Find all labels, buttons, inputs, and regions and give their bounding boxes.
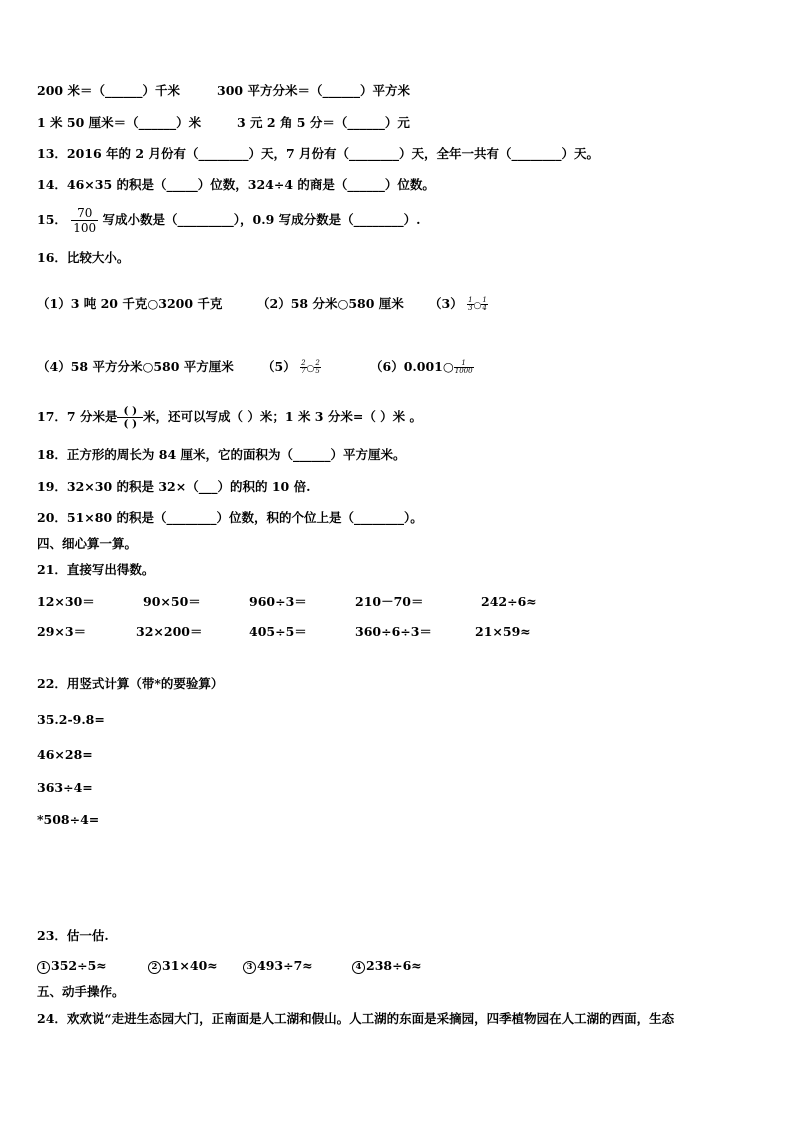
fraction-1-3: $\frac{1}{3}$ xyxy=(468,296,473,312)
section-5-heading: 五、动手操作。 xyxy=(37,984,125,999)
compare-2: （2）58 分米○580 厘米 xyxy=(257,296,404,311)
vertical-calc-2: 46×28= xyxy=(37,747,93,762)
compare-3: （3） $\frac{1}{3}$ ○ $\frac{1}{4}$ xyxy=(429,296,487,312)
line-1 xyxy=(37,83,180,99)
conversion-200m: 200 米＝（______）千米 xyxy=(37,83,180,98)
circled-number: 2 xyxy=(148,961,161,974)
estimate-1: 1 352÷5≈ xyxy=(37,958,107,974)
calc-2-3: 405÷5＝ xyxy=(249,624,307,639)
vertical-calc-3: 363÷4= xyxy=(37,780,93,795)
question-24: 24．欢欢说“走进生态园大门，正南面是人工湖和假山。人工湖的东面是采摘园，四季植物园在人工湖的西面，生态 xyxy=(37,1011,675,1026)
calc-2-5: 21×59≈ xyxy=(475,624,531,639)
question-19: 19．32×30 的积是 32×（___）的积的 10 倍. xyxy=(37,479,311,494)
compare-1: （1）3 吨 20 千克○3200 千克 xyxy=(37,296,223,311)
calc-1-3: 960÷3＝ xyxy=(249,594,307,609)
fraction-70-100 xyxy=(71,207,98,234)
circled-number: 1 xyxy=(37,961,50,974)
question-15-label: 15． xyxy=(37,212,67,227)
question-22: 22．用竖式计算（带*的要验算） xyxy=(37,676,224,691)
fraction-denominator: 100 xyxy=(73,221,97,235)
section-4-heading: 四、细心算一算。 xyxy=(37,536,138,551)
calc-1-1: 12×30＝ xyxy=(37,594,95,609)
fraction-2-7: $\frac{2}{7}$ xyxy=(301,359,306,375)
compare-6: （6）0.001○ $\frac{1}{1000}$ xyxy=(370,359,473,375)
compare-circle: ○ xyxy=(473,301,482,311)
calc-2-2: 32×200＝ xyxy=(136,624,203,639)
estimate-3: 3 493÷7≈ xyxy=(243,958,313,974)
question-18: 18．正方形的周长为 84 厘米，它的面积为（______）平方厘米。 xyxy=(37,447,406,462)
calc-1-2: 90×50＝ xyxy=(143,594,201,609)
calc-1-5: 242÷6≈ xyxy=(481,594,537,609)
fraction-1-4: $\frac{1}{4}$ xyxy=(482,296,487,312)
fraction-numerator: 70 xyxy=(71,207,98,221)
conversion-3yuan: 3 元 2 角 5 分＝（______）元 xyxy=(237,115,410,130)
calc-2-4: 360÷6÷3＝ xyxy=(355,624,432,639)
compare-5: （5） $\frac{2}{7}$ ○ $\frac{2}{5}$ xyxy=(262,359,320,375)
vertical-calc-1: 35.2-9.8= xyxy=(37,712,105,727)
question-14: 14．46×35 的积是（_____）位数，324÷4 的商是（______）位数。 xyxy=(37,177,435,192)
question-16: 16．比较大小。 xyxy=(37,250,130,265)
question-23: 23．估一估. xyxy=(37,928,109,943)
estimate-4: 4 238÷6≈ xyxy=(352,958,422,974)
circled-number: 3 xyxy=(243,961,256,974)
estimate-2: 2 31×40≈ xyxy=(148,958,218,974)
question-17: 17．7 分米是 $\frac{( )}{( )}$ 米，还可以写成（ ）米；1 米 3 分米=（ ）米 。 xyxy=(37,404,423,430)
question-21: 21．直接写出得数。 xyxy=(37,562,155,577)
circled-number: 4 xyxy=(352,961,365,974)
fraction-1-1000: $\frac{1}{1000}$ xyxy=(454,359,473,375)
question-15 xyxy=(37,205,420,235)
calc-2-1: 29×3＝ xyxy=(37,624,87,639)
question-15-text: 写成小数是（_________），0.9 写成分数是（________）. xyxy=(102,212,421,227)
fraction-2-5: $\frac{2}{5}$ xyxy=(315,359,320,375)
conversion-1m50cm: 1 米 50 厘米＝（______）米 xyxy=(37,115,202,130)
vertical-calc-4: *508÷4= xyxy=(37,812,100,827)
calc-1-4: 210－70＝ xyxy=(355,594,424,609)
compare-4: （4）58 平方分米○580 平方厘米 xyxy=(37,359,234,374)
conversion-300dm2: 300 平方分米＝（______）平方米 xyxy=(217,83,410,98)
fraction-blank: $\frac{( )}{( )}$ xyxy=(117,406,143,430)
question-13: 13．2016 年的 2 月份有（________）天，7 月份有（________）天，全年一共有（________）天。 xyxy=(37,146,599,161)
compare-circle: ○ xyxy=(306,364,315,374)
question-20: 20．51×80 的积是（________）位数，积的个位上是（________）。 xyxy=(37,510,423,525)
